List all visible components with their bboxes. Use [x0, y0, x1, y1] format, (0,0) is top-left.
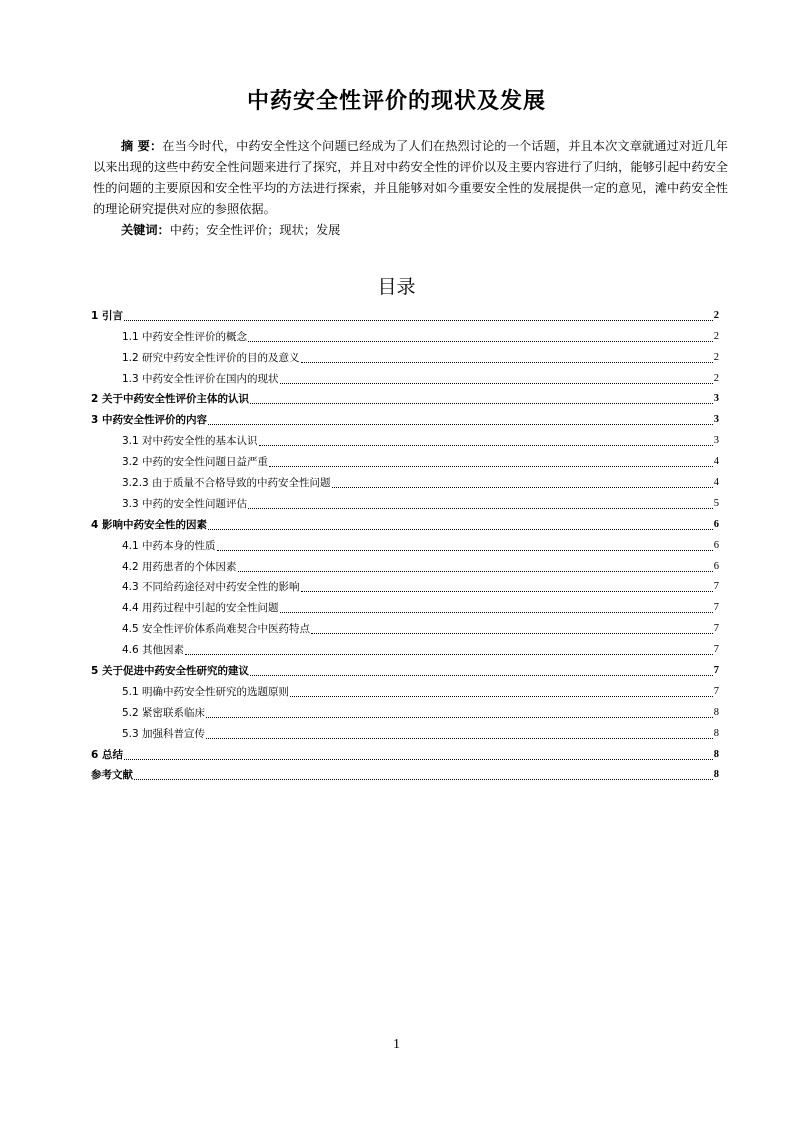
toc-leader-dots — [206, 737, 713, 739]
toc-entry-title: 5.3 加强科普宣传 — [122, 727, 206, 740]
toc-entry-title: 3 中药安全性评价的内容 — [91, 414, 207, 427]
toc-entry[interactable] — [91, 681, 719, 702]
toc-entry[interactable] — [91, 409, 719, 430]
toc-entry-page: 2 — [713, 309, 719, 321]
toc-entry-title: 4.1 中药本身的性质 — [122, 539, 216, 552]
toc-entry[interactable] — [91, 430, 719, 451]
toc-entry[interactable] — [91, 535, 719, 556]
toc-leader-dots — [269, 465, 713, 467]
toc-entry-page: 8 — [713, 748, 719, 760]
toc-leader-dots — [124, 319, 713, 321]
toc-entry-page: 8 — [713, 706, 719, 718]
keywords-label: 关键词： — [121, 223, 170, 237]
toc-entry[interactable] — [91, 368, 719, 389]
toc-entry[interactable] — [91, 514, 719, 535]
toc-entry-page: 3 — [713, 414, 719, 426]
toc-entry[interactable] — [91, 765, 719, 786]
toc-entry-title: 1.2 研究中药安全性评价的目的及意义 — [122, 351, 300, 364]
toc-entry-title: 4 影响中药安全性的因素 — [91, 518, 207, 531]
toc-entry-page: 3 — [713, 435, 719, 447]
toc-entry-title: 4.2 用药患者的个体因素 — [122, 560, 237, 573]
toc-entry[interactable] — [91, 618, 719, 639]
abstract — [93, 136, 728, 220]
toc-entry-page: 5 — [713, 497, 719, 509]
toc-title: 目录 — [377, 276, 416, 298]
toc-entry[interactable] — [91, 493, 719, 514]
toc-entry-title: 3.3 中药的安全性问题评估 — [122, 497, 248, 510]
toc-leader-dots — [332, 486, 713, 488]
toc-leader-dots — [124, 758, 713, 760]
toc-entry-title: 5.1 明确中药安全性研究的选题原则 — [122, 685, 290, 698]
toc-entry-title: 5.2 紧密联系临床 — [122, 706, 206, 719]
toc-entry-title: 3.1 对中药安全性的基本认识 — [122, 435, 258, 448]
toc-leader-dots — [290, 695, 713, 697]
toc-leader-dots — [248, 340, 713, 342]
toc-entry[interactable] — [91, 472, 719, 493]
keywords-text: 中药；安全性评价；现状；发展 — [169, 223, 341, 237]
abstract-text: 在当今时代，中药安全性这个问题已经成为了人们在热烈讨论的一个话题，并且本次文章就通过对近几年以来出现的这些中药安全性问题来进行了探究，并且对中药安全性的评价以及主要内容进行了归纳，能够引起中药安全性的问题的主要原因和安全性平均的方法进行探索，并且能够对如今重要安全性的发展提供一定的意见，滩中药安全性的理论研究提供对应的参照依据。 — [93, 139, 728, 216]
toc-entry-title: 1 引言 — [91, 309, 123, 322]
toc-entry-title: 1.1 中药安全性评价的概念 — [122, 330, 248, 343]
toc-entry-title: 1.3 中药安全性评价在国内的现状 — [122, 372, 279, 385]
toc-entry-title: 4.5 安全性评价体系尚难契合中医药特点 — [122, 623, 311, 636]
toc-entry-page: 2 — [713, 372, 719, 384]
toc-entry-title: 参考文献 — [91, 769, 133, 782]
toc-entry[interactable] — [91, 451, 719, 472]
toc-entry[interactable] — [91, 577, 719, 598]
toc-leader-dots — [217, 549, 713, 551]
toc-entry-page: 2 — [713, 351, 719, 363]
toc-entry-title: 5 关于促进中药安全性研究的建议 — [91, 665, 249, 678]
toc-entry[interactable] — [91, 389, 719, 410]
toc-entry-title: 3.2.3 由于质量不合格导致的中药安全性问题 — [122, 477, 331, 490]
toc-leader-dots — [248, 507, 713, 509]
toc-entry-page: 7 — [713, 665, 719, 677]
toc-entry-page: 7 — [713, 581, 719, 593]
toc-leader-dots — [134, 778, 713, 780]
keywords — [121, 220, 340, 240]
toc-leader-dots — [280, 382, 713, 384]
toc-leader-dots — [301, 361, 713, 363]
toc-entry-title: 4.4 用药过程中引起的安全性问题 — [122, 602, 279, 615]
toc-entry-page: 8 — [713, 769, 719, 781]
toc-entry-page: 4 — [713, 456, 719, 468]
toc-entry[interactable] — [91, 597, 719, 618]
abstract-label: 摘 要： — [121, 139, 163, 153]
toc-entry-page: 6 — [713, 518, 719, 530]
toc-entry[interactable] — [91, 326, 719, 347]
toc-leader-dots — [208, 528, 713, 530]
toc-leader-dots — [206, 716, 713, 718]
toc-entry-page: 6 — [713, 539, 719, 551]
toc-entry-page: 7 — [713, 685, 719, 697]
toc-entry-page: 2 — [713, 330, 719, 342]
toc-leader-dots — [259, 444, 713, 446]
toc-entry[interactable] — [91, 744, 719, 765]
toc-entry[interactable] — [91, 305, 719, 326]
toc-leader-dots — [280, 611, 713, 613]
toc-entry[interactable] — [91, 347, 719, 368]
toc-leader-dots — [250, 674, 713, 676]
toc-leader-dots — [208, 423, 713, 425]
table-of-contents — [91, 305, 719, 785]
toc-entry-page: 4 — [713, 477, 719, 489]
toc-leader-dots — [311, 632, 713, 634]
toc-entry[interactable] — [91, 556, 719, 577]
toc-entry[interactable] — [91, 660, 719, 681]
toc-entry-page: 8 — [713, 727, 719, 739]
toc-entry-page: 7 — [713, 623, 719, 635]
document-title: 中药安全性评价的现状及发展 — [246, 89, 546, 114]
toc-entry-page: 7 — [713, 644, 719, 656]
toc-entry-title: 6 总结 — [91, 748, 123, 761]
toc-entry-page: 6 — [713, 560, 719, 572]
toc-entry-title: 2 关于中药安全性评价主体的认识 — [91, 393, 249, 406]
toc-leader-dots — [185, 653, 713, 655]
toc-entry-page: 3 — [713, 393, 719, 405]
toc-entry-title: 4.6 其他因素 — [122, 644, 185, 657]
toc-leader-dots — [301, 590, 713, 592]
toc-leader-dots — [250, 402, 713, 404]
toc-entry-title: 4.3 不同给药途径对中药安全性的影响 — [122, 581, 300, 594]
page-number: 1 — [393, 1037, 400, 1052]
toc-leader-dots — [238, 570, 713, 572]
toc-entry[interactable] — [91, 702, 719, 723]
toc-entry-page: 7 — [713, 602, 719, 614]
toc-entry[interactable] — [91, 639, 719, 660]
toc-entry[interactable] — [91, 723, 719, 744]
toc-entry-title: 3.2 中药的安全性问题日益严重 — [122, 456, 269, 469]
